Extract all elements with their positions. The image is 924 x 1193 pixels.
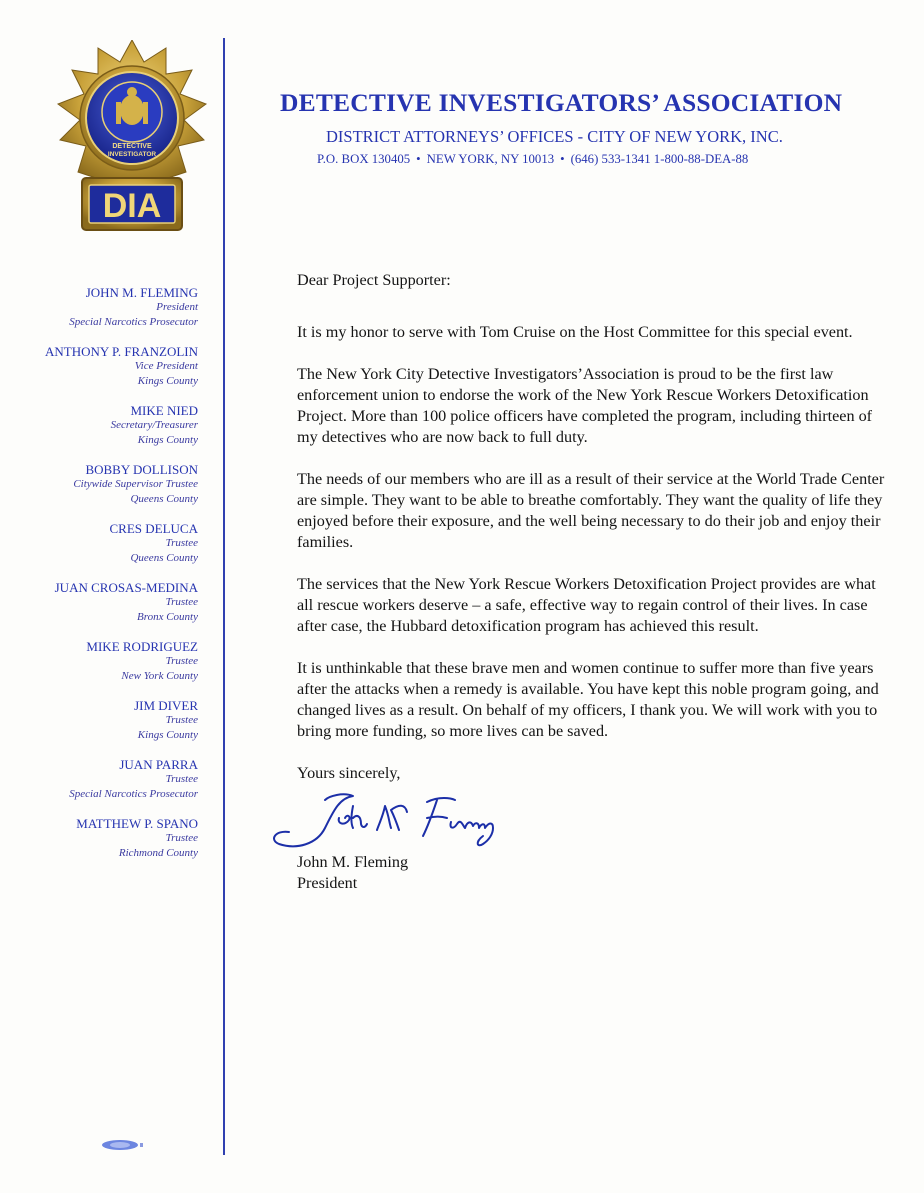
officer-entry (0, 639, 198, 684)
officer-role: Citywide Supervisor Trustee (73, 478, 198, 490)
officer-county: New York County (121, 670, 198, 682)
officer-county: Kings County (137, 729, 198, 741)
officer-county: Queens County (130, 493, 198, 505)
letter-paragraph: It is my honor to serve with Tom Cruise on the Host Committee for this special event. (297, 323, 853, 341)
officer-county: Richmond County (118, 847, 198, 859)
address-city: NEW YORK, NY 10013 (426, 152, 555, 166)
officer-entry (0, 462, 198, 507)
officer-role: President (156, 301, 198, 313)
handwritten-signature (267, 788, 527, 852)
officer-county: Kings County (137, 375, 198, 387)
officer-name: BOBBY DOLLISON (85, 462, 198, 477)
officer-role: Trustee (165, 537, 198, 549)
vertical-divider (223, 38, 225, 1155)
officer-name: JUAN CROSAS-MEDINA (54, 580, 198, 595)
officer-role: Trustee (165, 714, 198, 726)
closing: Yours sincerely, (297, 764, 401, 782)
officer-name: ANTHONY P. FRANZOLIN (45, 344, 198, 359)
officers-list (0, 285, 198, 875)
officer-name: JUAN PARRA (119, 757, 198, 772)
officer-entry (0, 403, 198, 448)
officer-role: Secretary/Treasurer (110, 419, 198, 431)
letter-body (297, 270, 887, 894)
officer-role: Vice President (134, 360, 198, 372)
officer-entry (0, 580, 198, 625)
officer-name: CRES DELUCA (109, 521, 198, 536)
officer-role: Trustee (165, 832, 198, 844)
officer-county: Queens County (130, 552, 198, 564)
officer-entry (0, 344, 198, 389)
letterhead-address: P.O. BOX 130405 • NEW YORK, NY 10013 • (646) 533-1341 1-800-88-DEA-88 (317, 152, 749, 166)
officer-role: Trustee (165, 596, 198, 608)
officer-name: MATTHEW P. SPANO (76, 816, 198, 831)
officer-name: JIM DIVER (134, 698, 198, 713)
address-phones: (646) 533-1341 1-800-88-DEA-88 (570, 152, 749, 166)
officer-name: JOHN M. FLEMING (85, 285, 198, 300)
letterhead-title: DETECTIVE INVESTIGATORS’ ASSOCIATION (280, 88, 843, 117)
officer-entry (0, 757, 198, 802)
signer-title: President (297, 874, 358, 892)
officer-entry (0, 285, 198, 330)
officer-entry (0, 521, 198, 566)
letter-paragraph: The services that the New York Rescue Workers Detoxification Project provides are what all rescue workers deserve – a safe, effective way to regain control of their lives. In case after case, the Hubbard detoxification program has achieved this result. (297, 575, 876, 635)
officer-county: Bronx County (137, 611, 198, 623)
officer-entry (0, 816, 198, 861)
officer-county: Special Narcotics Prosecutor (69, 316, 198, 328)
signer-block (297, 852, 887, 894)
letter-paragraph: The needs of our members who are ill as a result of their service at the World Trade Center are simple. They want to be able to breathe comfortably. They want the quality of life they enjoyed before their exposure, and the well being necessary to do their job and enjoy their families. (297, 470, 885, 551)
signer-name: John M. Fleming (297, 853, 409, 871)
officer-name: MIKE RODRIGUEZ (86, 639, 198, 654)
badge-plate-text: DIA (102, 187, 162, 225)
officer-role: Trustee (165, 773, 198, 785)
officer-role: Trustee (165, 655, 198, 667)
salutation: Dear Project Supporter: (297, 271, 451, 289)
letter-paragraph: It is unthinkable that these brave men and women continue to suffer more than five years after the attacks when a remedy is available. You have kept this noble program going, and changed lives as a result. On behalf of my officers, I thank you. We will work with you to bring more funding, so more lives can be saved. (297, 659, 879, 740)
badge-center-line-2: INVESTIGATOR (107, 151, 157, 158)
union-bug-icon (100, 1137, 148, 1153)
letter-paragraph: The New York City Detective Investigators’Association is proud to be the first law enforcement union to endorse the work of the New York Rescue Workers Detoxification Project. More than 100 police officers have completed the program, including thirteen of my detectives who are now back to full duty. (297, 365, 873, 446)
badge-center-line-1: DETECTIVE (112, 143, 152, 150)
dia-badge-logo (52, 40, 212, 240)
officer-county: Kings County (137, 434, 198, 446)
officer-entry (0, 698, 198, 743)
officer-county: Special Narcotics Prosecutor (69, 788, 198, 800)
officer-name: MIKE NIED (130, 403, 198, 418)
address-po-box: P.O. BOX 130405 (317, 152, 411, 166)
letterhead-subtitle: DISTRICT ATTORNEYS’ OFFICES - CITY OF NEW YORK, INC. (326, 127, 783, 146)
